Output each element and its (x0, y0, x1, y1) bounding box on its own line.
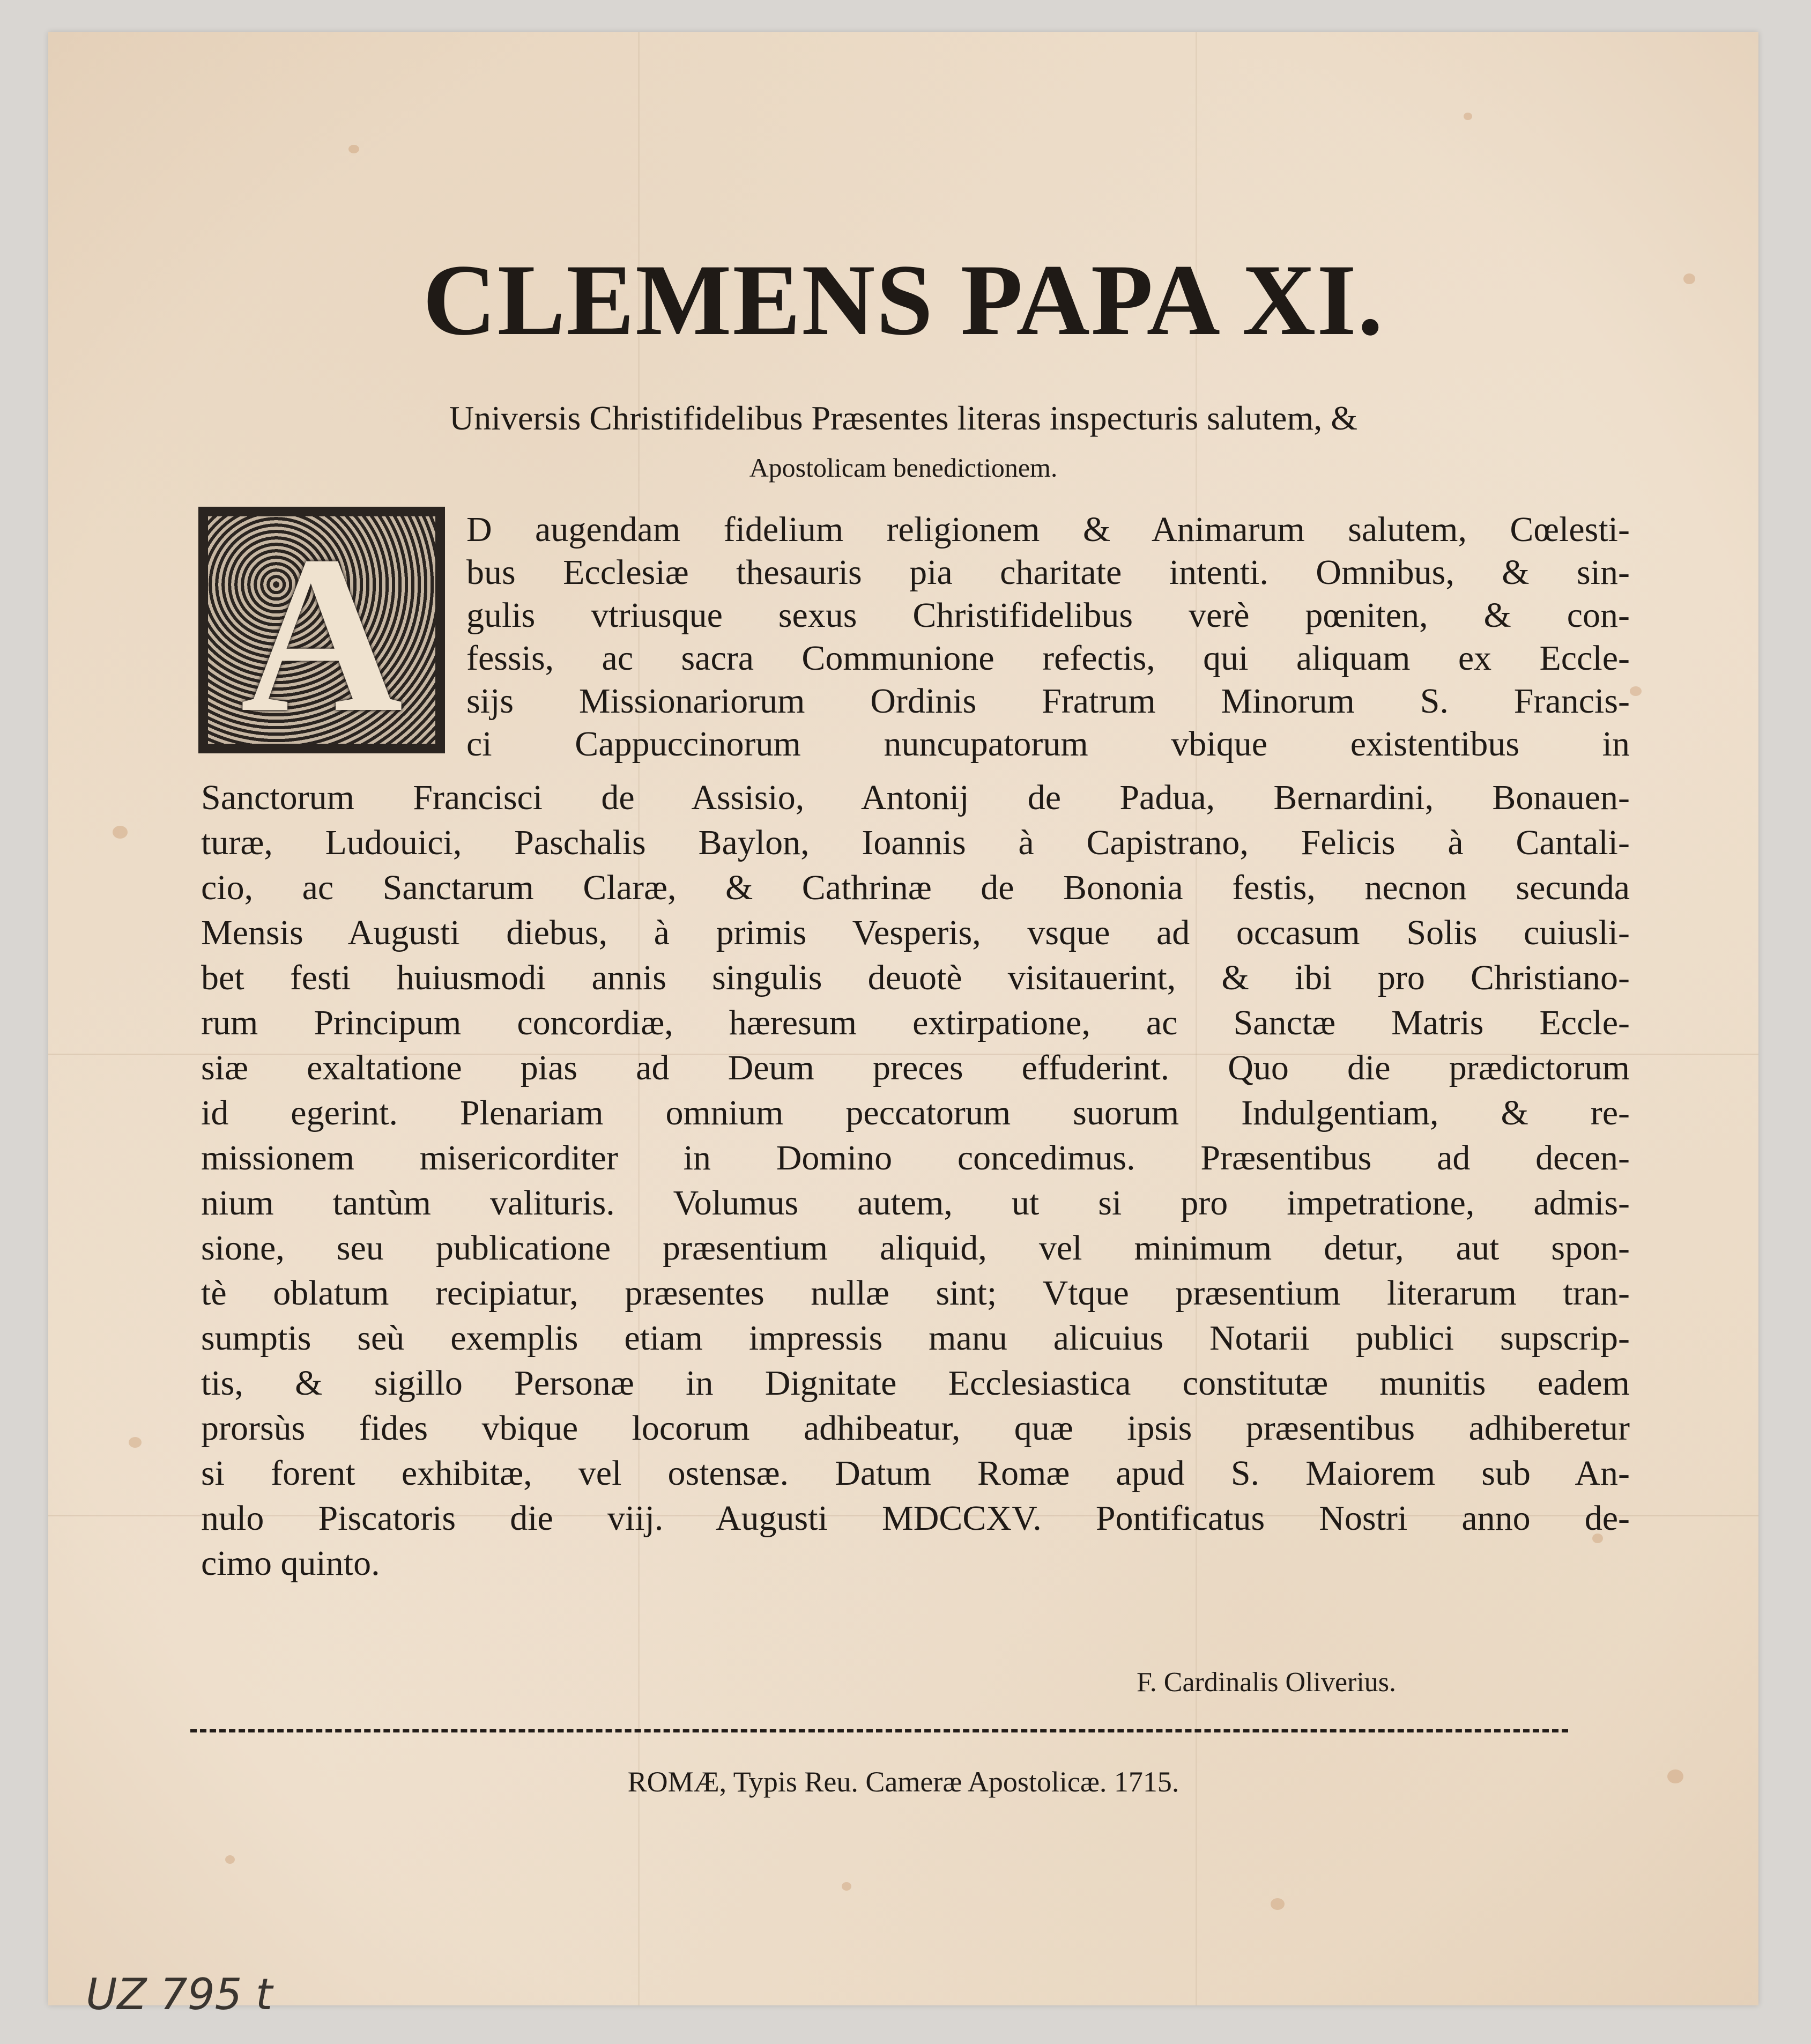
body-line: sijs Missionariorum Ordinis Fratrum Minorum S. Francis- (466, 682, 1630, 721)
body-line: turæ, Ludouici, Paschalis Baylon, Ioannis à Capistrano, Felicis à Cantali- (201, 823, 1630, 862)
body-line: rum Principum concordiæ, hæresum extirpatione, ac Sanctæ Matris Eccle- (201, 1003, 1630, 1042)
divider-rule (190, 1729, 1568, 1732)
body-line: cio, ac Sanctarum Claræ, & Cathrinæ de Bononia festis, necnon secunda (201, 868, 1630, 907)
body-line: fessis, ac sacra Communione refectis, qui aliquam ex Eccle- (466, 639, 1630, 678)
body-line: Mensis Augusti diebus, à primis Vesperis, vsque ad occasum Solis cuiusli- (201, 913, 1630, 952)
body-line: sumptis seù exemplis etiam impressis manu alicuius Notarii publici supscrip- (201, 1319, 1630, 1358)
body-line: Sanctorum Francisci de Assisio, Antonij de Padua, Bernardini, Bonauen- (201, 778, 1630, 817)
body-line: nium tantùm valituris. Volumus autem, ut si pro impetratione, admis- (201, 1183, 1630, 1223)
foxing-spot (1271, 1898, 1285, 1910)
foxing-spot (842, 1882, 851, 1891)
body-line: gulis vtriusque sexus Christifidelibus verè pœniten, & con- (466, 596, 1630, 635)
body-line: D augendam fidelium religionem & Animarum salutem, Cœlesti- (466, 510, 1630, 549)
body-line: id egerint. Plenariam omnium peccatorum suorum Indulgentiam, & re- (201, 1093, 1630, 1132)
body-line: si forent exhibitæ, vel ostensæ. Datum Romæ apud S. Maiorem sub An- (201, 1454, 1630, 1493)
foxing-spot (129, 1437, 142, 1448)
body-line: bet festi huiusmodi annis singulis deuotè visitauerint, & ibi pro Christiano- (201, 958, 1630, 997)
body-line-last: cimo quinto. (201, 1544, 380, 1583)
foxing-spot (348, 145, 359, 153)
body-line: prorsùs fides vbique locorum adhibeatur, quæ ipsis præsentibus adhiberetur (201, 1409, 1630, 1448)
subtitle-line-1: Universis Christifidelibus Præsentes literas inspecturis salutem, & (449, 399, 1358, 437)
decorated-initial (198, 507, 445, 759)
body-line: bus Ecclesiæ thesauris pia charitate intenti. Omnibus, & sin- (466, 553, 1630, 592)
initial-letter: A (240, 509, 403, 759)
foxing-spot (1630, 686, 1642, 696)
body-line: tè oblatum recipiatur, præsentes nullæ sint; Vtque præsentium literarum tran- (201, 1273, 1630, 1313)
shelfmark: UZ 795 t (86, 1969, 273, 2019)
imprint: ROMÆ, Typis Reu. Cameræ Apostolicæ. 1715. (627, 1766, 1179, 1798)
document-page (48, 32, 1758, 2019)
body-line: nulo Piscatoris die viij. Augusti MDCCXV. Pontificatus Nostri anno de- (201, 1499, 1630, 1538)
body-line: ci Cappuccinorum nuncupatorum vbique existentibus in (466, 724, 1630, 764)
body-line: missionem misericorditer in Domino concedimus. Præsentibus ad decen- (201, 1138, 1630, 1177)
page-title: CLEMENS PAPA XI. (422, 244, 1384, 357)
foxing-spot (113, 826, 128, 839)
subtitle-line-2: Apostolicam benedictionem. (749, 453, 1058, 483)
foxing-spot (225, 1855, 235, 1864)
body-line: siæ exaltatione pias ad Deum preces effuderint. Quo die prædictorum (201, 1048, 1630, 1087)
signature: F. Cardinalis Oliverius. (1137, 1667, 1397, 1698)
body-line: sione, seu publicatione præsentium aliquid, vel minimum detur, aut spon- (201, 1228, 1630, 1268)
foxing-spot (1464, 113, 1472, 120)
body-line: tis, & sigillo Personæ in Dignitate Ecclesiastica constitutæ munitis eadem (201, 1364, 1630, 1403)
